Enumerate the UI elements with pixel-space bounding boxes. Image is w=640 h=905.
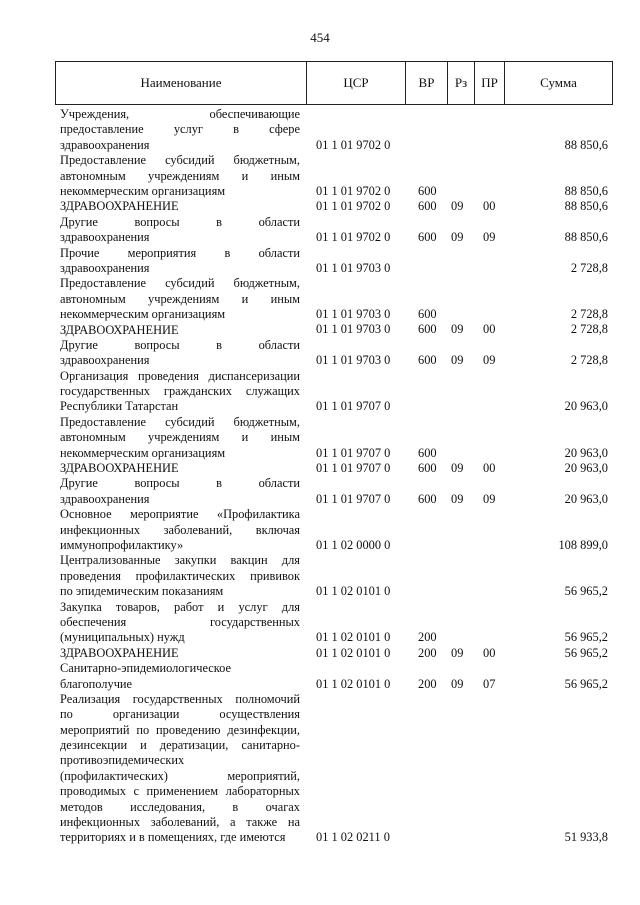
row-rz: 09	[451, 676, 464, 691]
row-name-line: здравоохранения	[60, 230, 150, 245]
row-name-line: (муниципальных) нужд	[60, 630, 185, 645]
row-vr: 200	[418, 630, 437, 645]
table-row	[60, 461, 608, 476]
row-name-line: (профилактических) мероприятий,	[60, 768, 300, 783]
row-csr: 01 1 01 9707 0	[316, 399, 391, 414]
row-csr: 01 1 01 9707 0	[316, 461, 391, 476]
row-rz: 09	[451, 645, 464, 660]
row-sum: 56 965,2	[564, 630, 608, 645]
row-name	[60, 476, 300, 507]
row-name-line: Организация проведения диспансеризации	[60, 368, 300, 383]
row-name	[60, 107, 300, 153]
row-rz: 09	[451, 322, 464, 337]
row-sum: 88 850,6	[564, 199, 608, 214]
header-csr: ЦСР	[307, 62, 406, 104]
row-name-line: инфекционных заболеваний, включая	[60, 522, 300, 537]
row-csr: 01 1 02 0101 0	[316, 676, 391, 691]
row-name-line: территориях и в помещениях, где имеются	[60, 830, 286, 845]
row-csr: 01 1 01 9703 0	[316, 353, 391, 368]
row-rz: 09	[451, 491, 464, 506]
row-name-line: инфекционных заболеваний, а также на	[60, 815, 300, 830]
row-name-line: Другие вопросы в области	[60, 214, 300, 229]
row-sum: 56 965,2	[564, 676, 608, 691]
row-name-line: Санитарно-эпидемиологическое	[60, 661, 231, 676]
row-name-line: благополучие	[60, 676, 133, 691]
row-name-line: некоммерческим организациям	[60, 183, 226, 198]
row-csr: 01 1 02 0211 0	[316, 830, 390, 845]
row-rz: 09	[451, 230, 464, 245]
row-pr: 07	[483, 676, 496, 691]
row-name	[60, 338, 300, 369]
row-pr: 00	[483, 645, 496, 660]
table-row	[60, 553, 608, 599]
row-name-line: здравоохранения	[60, 260, 150, 275]
row-name	[60, 692, 300, 846]
row-vr: 200	[418, 676, 437, 691]
row-vr: 600	[418, 307, 437, 322]
row-name	[60, 661, 300, 692]
table-row	[60, 215, 608, 246]
row-csr: 01 1 01 9707 0	[316, 491, 391, 506]
row-name	[60, 646, 300, 661]
header-rz: Рз	[448, 62, 475, 104]
table-row	[60, 107, 608, 153]
row-name	[60, 415, 300, 461]
row-name-line: иммунопрофилактику»	[60, 537, 184, 552]
table-row	[60, 322, 608, 337]
row-name-line: Основное мероприятие «Профилактика	[60, 507, 300, 522]
table-row	[60, 199, 608, 214]
row-rz: 09	[451, 461, 464, 476]
row-name-line: дезинсекции и дератизации, санитарно-	[60, 738, 300, 753]
header-pr: ПР	[475, 62, 505, 104]
row-csr: 01 1 01 9702 0	[316, 183, 391, 198]
row-name-line: здравоохранения	[60, 353, 150, 368]
page-number: 454	[310, 30, 330, 45]
table-row	[60, 338, 608, 369]
header-name: Наименование	[56, 62, 307, 104]
row-csr: 01 1 02 0101 0	[316, 630, 391, 645]
row-csr: 01 1 01 9702 0	[316, 137, 391, 152]
row-csr: 01 1 02 0101 0	[316, 645, 391, 660]
row-name	[60, 246, 300, 277]
table-row	[60, 646, 608, 661]
row-name-line: по организации осуществления	[60, 707, 300, 722]
header-vr: ВР	[406, 62, 448, 104]
table-row	[60, 476, 608, 507]
row-rz: 09	[451, 353, 464, 368]
table-row	[60, 661, 608, 692]
row-sum: 2 728,8	[570, 353, 608, 368]
row-csr: 01 1 02 0101 0	[316, 584, 391, 599]
row-name	[60, 369, 300, 415]
row-sum: 20 963,0	[564, 461, 608, 476]
row-name	[60, 199, 300, 214]
row-name-line: автономным учреждениям и иным	[60, 168, 300, 183]
row-csr: 01 1 01 9702 0	[316, 230, 391, 245]
table-row	[60, 692, 608, 846]
table-row	[60, 153, 608, 199]
row-sum: 20 963,0	[564, 445, 608, 460]
row-name	[60, 215, 300, 246]
row-name-line: методов исследования, в очагах	[60, 799, 300, 814]
row-csr: 01 1 01 9703 0	[316, 260, 391, 275]
row-name-line: здравоохранения	[60, 491, 150, 506]
row-name	[60, 153, 300, 199]
row-name-line: Закупка товаров, работ и услуг для	[60, 599, 300, 614]
table-body	[60, 107, 608, 846]
row-sum: 51 933,8	[564, 830, 608, 845]
row-name	[60, 461, 300, 476]
row-vr: 600	[418, 353, 437, 368]
row-name-line: Прочие мероприятия в области	[60, 245, 300, 260]
row-csr: 01 1 01 9703 0	[316, 307, 391, 322]
row-name-line: мероприятий по проведению дезинфекции,	[60, 722, 300, 737]
row-name-line: автономным учреждениям и иным	[60, 430, 300, 445]
row-name	[60, 600, 300, 646]
row-pr: 00	[483, 199, 496, 214]
row-name-line: проведения профилактических прививок	[60, 568, 300, 583]
row-name-line: ЗДРАВООХРАНЕНИЕ	[60, 322, 179, 337]
row-pr: 09	[483, 353, 496, 368]
row-name	[60, 323, 300, 338]
row-name	[60, 507, 300, 553]
row-name-line: Предоставление субсидий бюджетным,	[60, 153, 300, 168]
row-name-line: предоставление услуг в сфере	[60, 122, 300, 137]
row-name-line: обеспечения государственных	[60, 614, 300, 629]
row-csr: 01 1 01 9707 0	[316, 445, 391, 460]
row-name-line: ЗДРАВООХРАНЕНИЕ	[60, 645, 179, 660]
table-row	[60, 276, 608, 322]
row-pr: 00	[483, 322, 496, 337]
row-vr: 600	[418, 199, 437, 214]
row-vr: 200	[418, 645, 437, 660]
row-sum: 88 850,6	[564, 183, 608, 198]
header-sum: Сумма	[540, 75, 577, 90]
table-header	[55, 61, 613, 105]
table-row	[60, 507, 608, 553]
row-name-line: Предоставление субсидий бюджетным,	[60, 414, 300, 429]
row-sum: 108 899,0	[558, 537, 608, 552]
row-vr: 600	[418, 230, 437, 245]
row-name-line: противоэпидемических	[60, 753, 185, 768]
row-name-line: Реализация государственных полномочий	[60, 691, 300, 706]
row-name-line: Учреждения, обеспечивающие	[60, 107, 300, 121]
row-name-line: ЗДРАВООХРАНЕНИЕ	[60, 199, 179, 214]
row-sum: 88 850,6	[564, 137, 608, 152]
row-sum: 2 728,8	[570, 307, 608, 322]
row-name	[60, 276, 300, 322]
row-vr: 600	[418, 491, 437, 506]
row-name-line: здравоохранения	[60, 137, 150, 152]
row-name-line: некоммерческим организациям	[60, 445, 226, 460]
row-name-line: ЗДРАВООХРАНЕНИЕ	[60, 461, 179, 476]
row-pr: 09	[483, 230, 496, 245]
row-name-line: автономным учреждениям и иным	[60, 291, 300, 306]
row-sum: 88 850,6	[564, 230, 608, 245]
table-row	[60, 369, 608, 415]
row-name-line: по эпидемическим показаниям	[60, 584, 224, 599]
row-csr: 01 1 01 9703 0	[316, 322, 391, 337]
row-sum: 20 963,0	[564, 491, 608, 506]
row-pr: 09	[483, 491, 496, 506]
row-name-line: Другие вопросы в области	[60, 476, 300, 491]
row-sum: 2 728,8	[570, 260, 608, 275]
table-row	[60, 415, 608, 461]
row-vr: 600	[418, 445, 437, 460]
row-name	[60, 553, 300, 599]
row-sum: 56 965,2	[564, 645, 608, 660]
row-vr: 600	[418, 322, 437, 337]
row-pr: 00	[483, 461, 496, 476]
row-name-line: Другие вопросы в области	[60, 337, 300, 352]
row-csr: 01 1 02 0000 0	[316, 537, 391, 552]
row-sum: 20 963,0	[564, 399, 608, 414]
row-name-line: Централизованные закупки вакцин для	[60, 553, 300, 568]
row-sum: 2 728,8	[570, 322, 608, 337]
row-rz: 09	[451, 199, 464, 214]
row-name-line: некоммерческим организациям	[60, 307, 226, 322]
table-row	[60, 246, 608, 277]
row-sum: 56 965,2	[564, 584, 608, 599]
row-name-line: государственных гражданских служащих	[60, 384, 300, 399]
row-vr: 600	[418, 183, 437, 198]
row-name-line: Предоставление субсидий бюджетным,	[60, 276, 300, 291]
row-name-line: Республики Татарстан	[60, 399, 179, 414]
row-name-line: проводимых с применением лабораторных	[60, 784, 300, 799]
table-row	[60, 600, 608, 646]
row-csr: 01 1 01 9702 0	[316, 199, 391, 214]
row-vr: 600	[418, 461, 437, 476]
